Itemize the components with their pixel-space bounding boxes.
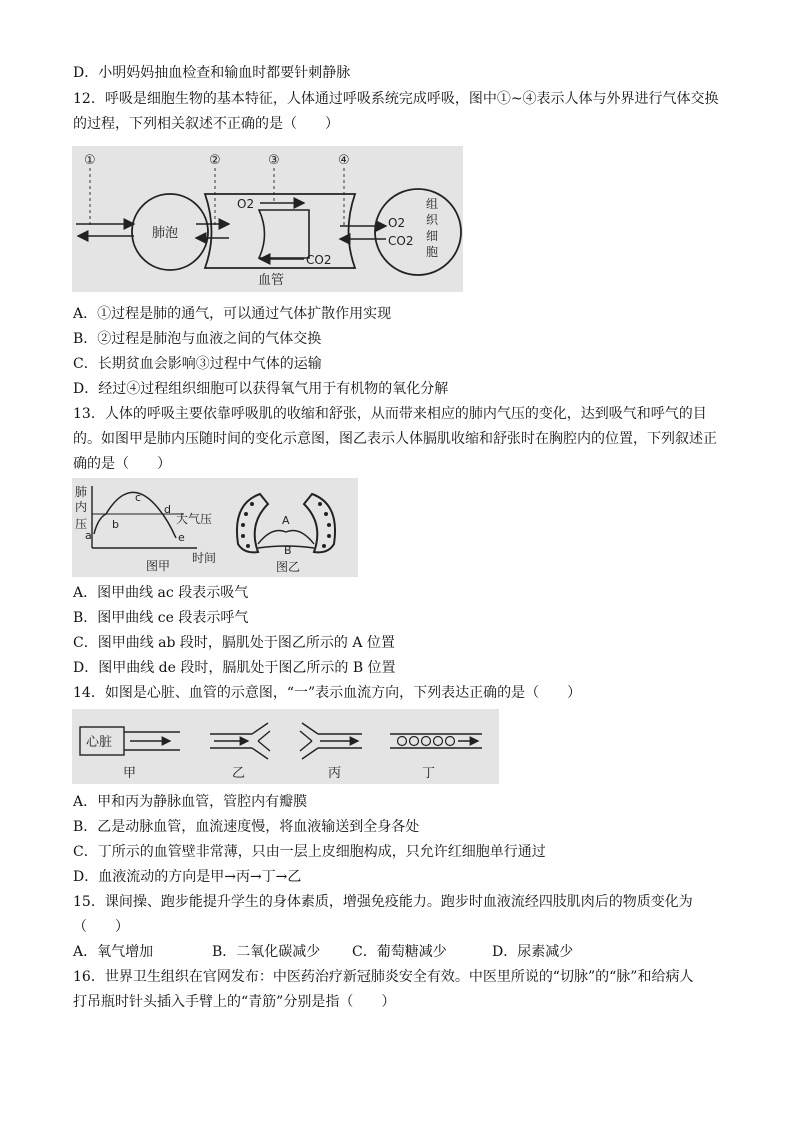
atmospheric-pressure-label: 大气压 xyxy=(176,512,213,526)
point-c-label: c xyxy=(135,491,142,504)
cell-co2-label: CO2 xyxy=(388,234,414,248)
yi-branch-bottom xyxy=(252,748,268,759)
q11-option-d: D．小明妈妈抽血检查和输血时都要针刺静脉 xyxy=(73,65,351,81)
q14-vessels-figure xyxy=(72,709,499,784)
q16-stem-line2: 打吊瓶时针头插入手臂上的“青筋”分别是指（ ） xyxy=(73,994,396,1010)
q12-stem-line2: 的过程，下列相关叙述不正确的是（ ） xyxy=(73,116,339,132)
process-4-label: ④ xyxy=(338,153,350,168)
y-axis-label-char-1: 肺 xyxy=(75,485,88,499)
yi-fork-bottom xyxy=(258,741,270,751)
point-a-label: a xyxy=(85,529,92,542)
diaphragm-position-a xyxy=(258,531,314,545)
q13-option-b: B．图甲曲线 ce 段表示呼气 xyxy=(73,610,249,626)
point-d-label: d xyxy=(164,503,171,516)
q15-option-d: D．尿素减少 xyxy=(492,944,574,960)
process-3-label: ③ xyxy=(268,153,280,168)
vessel-label: 血管 xyxy=(258,273,285,288)
q12-option-b: B．②过程是肺泡与血液之间的气体交换 xyxy=(73,331,322,347)
yi-fork-top xyxy=(258,731,270,741)
q14-option-a: A．甲和丙为静脉血管，管腔内有瓣膜 xyxy=(73,794,308,810)
point-e-label: e xyxy=(178,531,185,544)
q12-option-d: D．经过④过程组织细胞可以获得氧气用于有机物的氧化分解 xyxy=(73,381,449,397)
vessel-ding-label: 丁 xyxy=(422,766,436,781)
cell-label-char-4: 胞 xyxy=(426,245,439,259)
figure-yi-caption: 图乙 xyxy=(276,560,301,574)
red-blood-cells-single-file xyxy=(398,737,455,746)
cell-o2-label: O2 xyxy=(388,216,406,230)
vessel-co2-label: CO2 xyxy=(306,253,332,267)
position-a-label: A xyxy=(282,514,290,527)
q13-option-a: A．图甲曲线 ac 段表示吸气 xyxy=(73,585,249,601)
vessel-yi-label: 乙 xyxy=(232,766,246,781)
q12-option-c: C．长期贫血会影响③过程中气体的运输 xyxy=(73,356,322,372)
tissue-cell-circle xyxy=(375,189,461,275)
q13-pressure-diaphragm-figure xyxy=(72,478,358,577)
q15-option-b: B．二氧化碳减少 xyxy=(212,944,321,960)
cell-label-char-1: 组 xyxy=(426,197,439,211)
q14-stem: 14．如图是心脏、血管的示意图，“一”表示血流方向，下列表达正确的是（ ） xyxy=(73,685,582,701)
q13-stem-line3: 确的是（ ） xyxy=(73,456,171,472)
q12-gas-exchange-figure xyxy=(72,146,463,292)
heart-label: 心脏 xyxy=(86,735,113,750)
q13-option-d: D．图甲曲线 de 段时，膈肌处于图乙所示的 B 位置 xyxy=(73,660,396,676)
bing-branch-top xyxy=(302,723,318,734)
y-axis-label-char-2: 内 xyxy=(75,500,88,514)
bing-merge-top xyxy=(300,731,312,741)
q14-option-c: C．丁所示的血管壁非常薄，只由一层上皮细胞构成，只允许红细胞单行通过 xyxy=(73,844,546,860)
q13-stem-line2: 的。如图甲是肺内压随时间的变化示意图，图乙表示人体膈肌收缩和舒张时在胸腔内的位置，下列叙述正 xyxy=(73,431,717,447)
figure-jia-caption: 图甲 xyxy=(146,559,171,573)
vessel-jia-label: 甲 xyxy=(123,766,137,781)
q15-option-c: C．葡萄糖减少 xyxy=(352,944,447,960)
bing-merge-bottom xyxy=(300,741,312,751)
process-2-label: ② xyxy=(209,153,221,168)
vessel-o2-label: O2 xyxy=(237,197,255,211)
q12-option-a: A．①过程是肺的通气，可以通过气体扩散作用实现 xyxy=(73,306,392,322)
cell-label-char-2: 织 xyxy=(426,213,439,227)
q14-option-b: B．乙是动脉血管，血流速度慢，将血液输送到全身各处 xyxy=(73,819,420,835)
q15-option-a: A．氧气增加 xyxy=(73,944,154,960)
q15-stem-line1: 15．课间操、跑步能提升学生的身体素质，增强免疫能力。跑步时血液流经四肢肌肉后的物质变化为 xyxy=(73,894,693,910)
q14-option-d: D．血液流动的方向是甲→丙→丁→乙 xyxy=(73,869,302,885)
cell-label-char-3: 细 xyxy=(426,229,439,243)
position-b-label: B xyxy=(284,544,292,557)
alveolus-label: 肺泡 xyxy=(152,226,179,241)
process-1-label: ① xyxy=(84,153,96,168)
q16-stem-line1: 16．世界卫生组织在官网发布：中医药治疗新冠肺炎安全有效。中医里所说的“切脉”的“脉”和给病人 xyxy=(73,969,694,985)
q12-stem-line1: 12．呼吸是细胞生物的基本特征，人体通过呼吸系统完成呼吸，图中①~④表示人体与外界进行气体交换 xyxy=(73,91,719,107)
y-axis-label-char-3: 压 xyxy=(75,517,88,531)
point-b-label: b xyxy=(112,518,119,531)
q13-option-c: C．图甲曲线 ab 段时，膈肌处于图乙所示的 A 位置 xyxy=(73,635,395,651)
q15-stem-line2: （ ） xyxy=(73,919,129,935)
vessel-bing-label: 丙 xyxy=(328,766,342,781)
red-blood-cell-shape xyxy=(259,210,309,258)
q13-stem-line1: 13．人体的呼吸主要依靠呼吸肌的收缩和舒张，从而带来相应的肺内气压的变化，达到吸气和呼气的目 xyxy=(73,406,707,422)
x-axis-label: 时间 xyxy=(192,551,217,565)
yi-branch-top xyxy=(252,723,268,734)
blood-vessel-outline xyxy=(205,194,355,268)
bing-branch-bottom xyxy=(302,748,318,759)
